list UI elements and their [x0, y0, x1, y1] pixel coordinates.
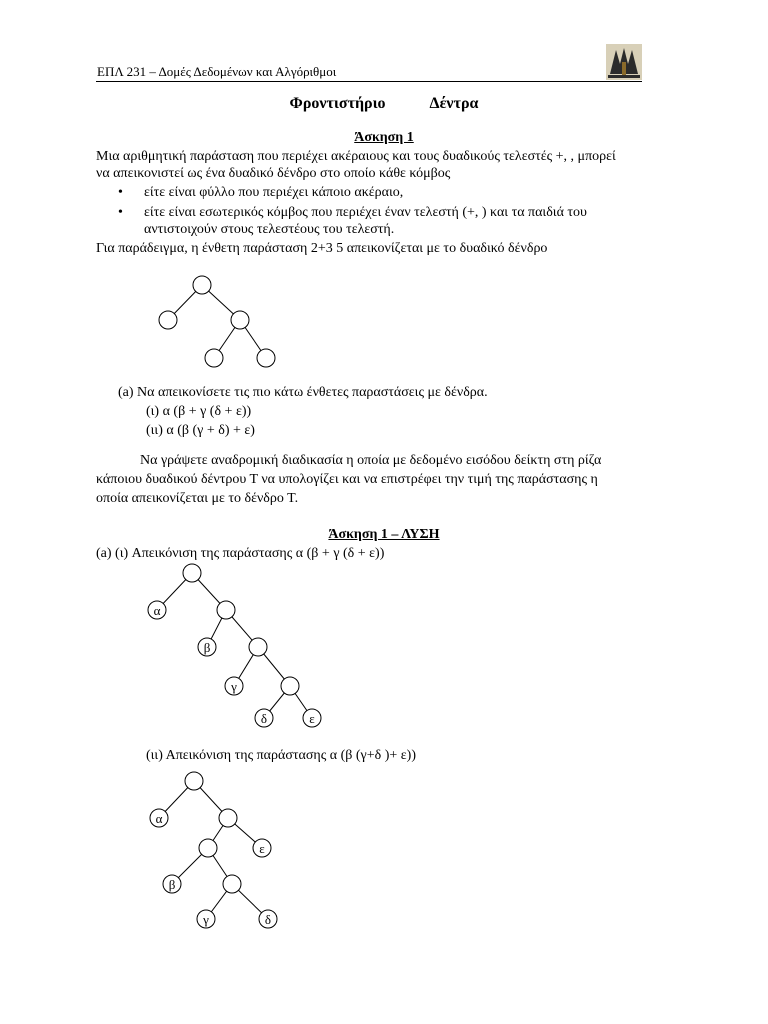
tree-node — [185, 772, 203, 790]
solution-heading: Άσκηση 1 – ΛΥΣΗ — [328, 527, 440, 542]
university-logo-icon — [606, 44, 642, 80]
node-label: β — [203, 640, 211, 655]
title-left: Φροντιστήριο — [289, 95, 386, 112]
part-a-ii: (ιι) α (β (γ + δ) + ε) — [146, 423, 255, 438]
title-right: Δέντρα — [429, 95, 479, 112]
page-title — [0, 95, 768, 113]
bullet-marker: • — [118, 205, 123, 220]
node-label: β — [168, 877, 176, 892]
example-text: Για παράδειγμα, η ένθετη παράσταση 2+3 5 απεικονίζεται με το δυαδικό δένδρο — [96, 241, 548, 256]
tree-node — [199, 839, 217, 857]
node-label: α — [153, 603, 161, 618]
solution-tree-2-diagram — [140, 768, 300, 938]
tree-node — [249, 638, 267, 656]
course-header: ΕΠΛ 231 – Δομές Δεδομένων και Αλγόριθμοι — [97, 64, 337, 79]
part-a-text: (a) Να απεικονίσετε τις πιο κάτω ένθετες παραστάσεις με δένδρα. — [118, 385, 488, 400]
tree-node — [217, 601, 235, 619]
exercise-intro-line2: να απεικονιστεί ως ένα δυαδικό δένδρο στο οποίο κάθε κόμβος — [96, 166, 451, 181]
node-label: α — [155, 811, 163, 826]
solution-tree-1-diagram — [140, 560, 340, 735]
tree-node — [205, 349, 223, 367]
solution-a-i-text: (a) (ι) Απεικόνιση της παράστασης α (β + γ (δ + ε)) — [96, 546, 385, 561]
node-label: γ — [203, 912, 209, 927]
node-label: γ — [231, 679, 237, 694]
solution-a-ii-text: (ιι) Απεικόνιση της παράστασης α (β (γ+δ )+ ε)) — [146, 748, 416, 763]
exercise-heading: Άσκηση 1 — [354, 130, 414, 145]
bullet-item-2-line1: είτε είναι εσωτερικός κόμβος που περιέχει έναν τελεστή (+, ) και τα παιδιά του — [144, 205, 587, 220]
header-rule — [96, 81, 642, 82]
exercise-intro-line1: Μια αριθμητική παράσταση που περιέχει ακέραιους και τους δυαδικούς τελεστές +, , μπορεί — [96, 149, 616, 164]
part-b-line2: κάποιου δυαδικού δέντρου Τ να υπολογίζει και να επιστρέφει την τιμή της παράστασης η — [96, 472, 598, 487]
node-label: ε — [309, 711, 315, 726]
tree-node — [183, 564, 201, 582]
part-b-line3: οποία απεικονίζεται με το δένδρο Τ. — [96, 491, 299, 506]
tree-node — [159, 311, 177, 329]
node-label: ε — [259, 841, 265, 856]
tree-node — [257, 349, 275, 367]
node-label: δ — [260, 711, 268, 726]
tree-node — [193, 276, 211, 294]
part-b-line1: Να γράψετε αναδρομική διαδικασία η οποία με δεδομένο εισόδου δείκτη στη ρίζα — [140, 453, 602, 468]
example-tree-diagram — [150, 272, 290, 372]
tree-node — [231, 311, 249, 329]
node-label: δ — [264, 912, 272, 927]
tree-node — [219, 809, 237, 827]
bullet-item-1: είτε είναι φύλλο που περιέχει κάποιο ακέραιο, — [144, 185, 404, 200]
tree-node — [223, 875, 241, 893]
bullet-item-2-line2: αντιστοιχούν στους τελεστέους του τελεστή. — [144, 222, 395, 237]
part-a-i: (ι) α (β + γ (δ + ε)) — [146, 404, 252, 419]
bullet-marker: • — [118, 185, 123, 200]
tree-node — [281, 677, 299, 695]
